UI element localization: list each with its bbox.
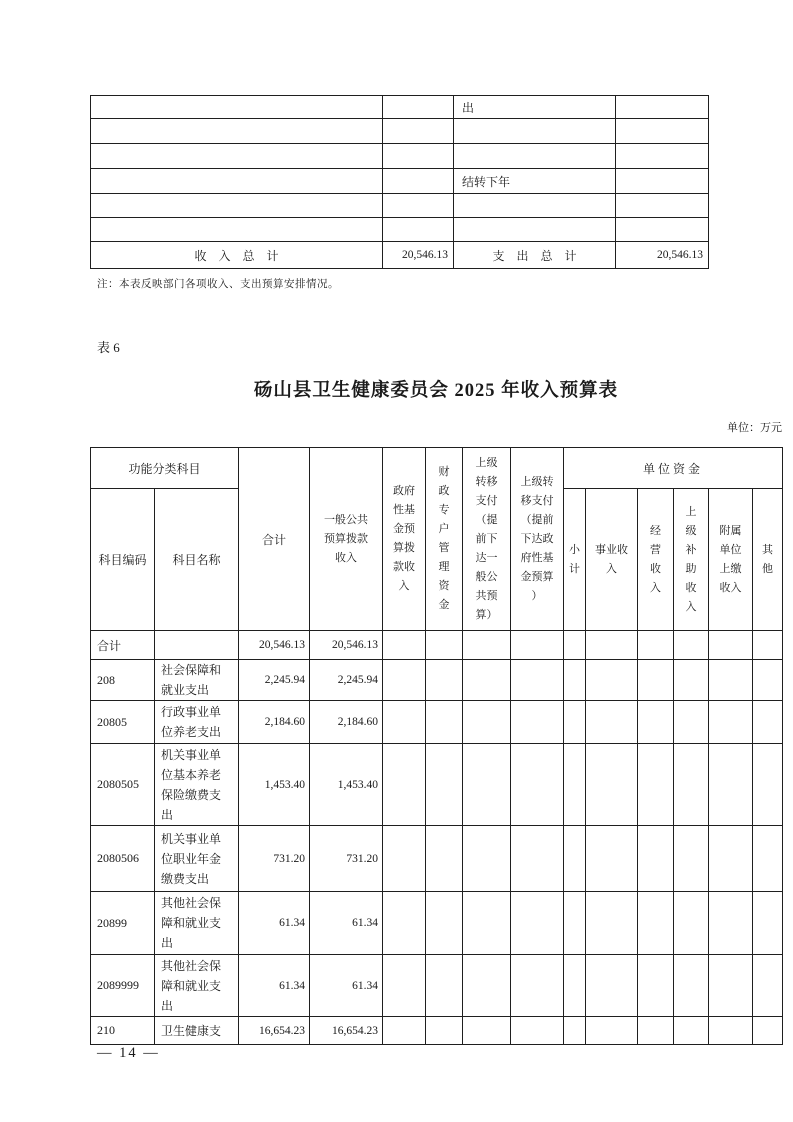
cell-empty xyxy=(383,1017,426,1045)
table-row xyxy=(91,660,783,701)
table-row xyxy=(91,955,783,1017)
header-gov-fund-budget-income-label: 政府性基金预算拨款收入 xyxy=(393,485,416,592)
cell-general-budget: 2,184.60 xyxy=(310,701,383,744)
cell-empty xyxy=(674,631,709,660)
cell-empty xyxy=(564,826,586,892)
table-row xyxy=(91,631,783,660)
table-cell xyxy=(383,194,454,218)
cell-name: 机关事业单位基本养老保险缴费支出 xyxy=(155,744,239,826)
cell-empty xyxy=(638,701,674,744)
cell-empty xyxy=(674,701,709,744)
cell-code: 2080505 xyxy=(91,744,155,826)
total-income-label: 收 入 总 计 xyxy=(91,242,383,269)
header-operating-income-label: 经营收入 xyxy=(650,524,662,594)
cell-empty xyxy=(383,631,426,660)
table-cell xyxy=(383,218,454,242)
cell-empty xyxy=(638,826,674,892)
cell-code: 208 xyxy=(91,660,155,701)
total-income-value: 20,546.13 xyxy=(383,242,454,269)
table-row xyxy=(91,826,783,892)
cell-empty xyxy=(638,631,674,660)
cell-empty xyxy=(638,660,674,701)
table-cell xyxy=(383,119,454,144)
cell-empty xyxy=(564,1017,586,1045)
cell-total: 61.34 xyxy=(239,955,310,1017)
cell-empty xyxy=(674,892,709,955)
header-general-public-budget-income xyxy=(310,448,383,631)
cell-general-budget: 16,654.23 xyxy=(310,1017,383,1045)
cell-empty xyxy=(709,1017,753,1045)
table-row xyxy=(91,1017,783,1045)
cell-empty xyxy=(511,955,564,1017)
cell-name xyxy=(155,631,239,660)
cell-empty xyxy=(674,826,709,892)
header-transfer-gov-fund-label: 上级转移支付（提前下达政府性基金预算） xyxy=(520,475,554,602)
cell-empty xyxy=(674,744,709,826)
cell-empty xyxy=(709,826,753,892)
cell-empty xyxy=(753,955,783,1017)
cell-empty xyxy=(709,955,753,1017)
cell-empty xyxy=(753,892,783,955)
table-row xyxy=(91,744,783,826)
cell-empty xyxy=(753,631,783,660)
cell-code: 210 xyxy=(91,1017,155,1045)
table-cell xyxy=(616,169,709,194)
cell-total: 16,654.23 xyxy=(239,1017,310,1045)
header-general-public-budget-income-label: 一般公共预算拨款收入 xyxy=(324,513,369,564)
table-cell xyxy=(91,119,383,144)
table-cell xyxy=(91,194,383,218)
cell-empty xyxy=(586,631,638,660)
cell-empty xyxy=(564,955,586,1017)
cell-name: 行政事业单位养老支出 xyxy=(155,701,239,744)
cell-empty xyxy=(383,826,426,892)
cell-total: 2,245.94 xyxy=(239,660,310,701)
cell-empty xyxy=(564,892,586,955)
table-label: 表 6 xyxy=(97,340,120,355)
cell-general-budget: 1,453.40 xyxy=(310,744,383,826)
cell-empty xyxy=(674,660,709,701)
cell-empty xyxy=(586,892,638,955)
header-superior-subsidy-income xyxy=(674,489,709,631)
cell-total: 731.20 xyxy=(239,826,310,892)
table-cell xyxy=(616,119,709,144)
table-cell: 出 xyxy=(454,96,616,119)
header-transfer-general-budget xyxy=(463,448,511,631)
cell-empty xyxy=(586,1017,638,1045)
header-functional-classification: 功能分类科目 xyxy=(91,448,239,489)
header-transfer-general-budget-label: 上级转移支付（提前下达一般公共预算） xyxy=(475,456,498,621)
cell-empty xyxy=(586,744,638,826)
table-cell xyxy=(454,218,616,242)
header-transfer-gov-fund xyxy=(511,448,564,631)
cell-code: 2080506 xyxy=(91,826,155,892)
cell-total: 1,453.40 xyxy=(239,744,310,826)
table-row xyxy=(91,701,783,744)
header-business-income xyxy=(586,489,638,631)
header-other xyxy=(753,489,783,631)
cell-empty xyxy=(586,955,638,1017)
header-business-income-label: 事业收入 xyxy=(595,543,629,575)
cell-empty xyxy=(463,955,511,1017)
cell-empty xyxy=(564,744,586,826)
unit-label: 单位：万元 xyxy=(727,422,782,434)
cell-empty xyxy=(511,660,564,701)
cell-empty xyxy=(638,744,674,826)
cell-empty xyxy=(426,826,463,892)
header-gov-fund-budget-income xyxy=(383,448,426,631)
cell-empty xyxy=(426,892,463,955)
table-cell xyxy=(91,169,383,194)
cell-empty xyxy=(426,631,463,660)
table-cell: 结转下年 xyxy=(454,169,616,194)
cell-empty xyxy=(709,631,753,660)
table-cell xyxy=(454,119,616,144)
header-subtotal xyxy=(564,489,586,631)
cell-general-budget: 731.20 xyxy=(310,826,383,892)
cell-empty xyxy=(463,826,511,892)
cell-empty xyxy=(511,892,564,955)
table-cell xyxy=(616,194,709,218)
header-other-label: 其他 xyxy=(762,543,774,575)
cell-empty xyxy=(753,826,783,892)
cell-general-budget: 20,546.13 xyxy=(310,631,383,660)
cell-empty xyxy=(426,660,463,701)
cell-empty xyxy=(709,744,753,826)
cell-empty xyxy=(674,955,709,1017)
header-affiliated-unit-upturn-income-label: 附属单位上缴收入 xyxy=(719,524,742,594)
cell-empty xyxy=(463,1017,511,1045)
total-expenditure-value: 20,546.13 xyxy=(616,242,709,269)
page-number: — 14 — xyxy=(97,1045,160,1061)
table-cell xyxy=(383,169,454,194)
cell-empty xyxy=(511,744,564,826)
cell-empty xyxy=(426,955,463,1017)
cell-empty xyxy=(753,660,783,701)
cell-name: 其他社会保障和就业支出 xyxy=(155,955,239,1017)
cell-empty xyxy=(709,892,753,955)
table-cell xyxy=(454,194,616,218)
cell-empty xyxy=(753,1017,783,1045)
cell-empty xyxy=(463,744,511,826)
cell-empty xyxy=(511,631,564,660)
cell-empty xyxy=(564,701,586,744)
page-title: 砀山县卫生健康委员会 2025 年收入预算表 xyxy=(253,381,619,401)
header-operating-income xyxy=(638,489,674,631)
cell-empty xyxy=(709,660,753,701)
cell-empty xyxy=(586,826,638,892)
table-note: 注：本表反映部门各项收入、支出预算安排情况。 xyxy=(97,279,339,290)
cell-empty xyxy=(463,892,511,955)
table-cell xyxy=(616,218,709,242)
cell-empty xyxy=(511,701,564,744)
header-affiliated-unit-upturn-income xyxy=(709,489,753,631)
header-subject-code: 科目编码 xyxy=(91,489,155,631)
cell-code: 2089999 xyxy=(91,955,155,1017)
cell-empty xyxy=(463,660,511,701)
cell-empty xyxy=(753,701,783,744)
cell-total: 20,546.13 xyxy=(239,631,310,660)
cell-name: 机关事业单位职业年金缴费支出 xyxy=(155,826,239,892)
cell-empty xyxy=(511,1017,564,1045)
cell-empty xyxy=(586,660,638,701)
cell-total: 2,184.60 xyxy=(239,701,310,744)
total-expenditure-label: 支 出 总 计 xyxy=(454,242,616,269)
cell-empty xyxy=(383,892,426,955)
table-cell xyxy=(91,144,383,169)
cell-empty xyxy=(383,660,426,701)
cell-general-budget: 61.34 xyxy=(310,892,383,955)
cell-code: 20899 xyxy=(91,892,155,955)
header-subject-name: 科目名称 xyxy=(155,489,239,631)
header-subtotal-label: 小计 xyxy=(569,543,581,575)
cell-empty xyxy=(638,892,674,955)
cell-empty xyxy=(383,955,426,1017)
cell-empty xyxy=(709,701,753,744)
header-fiscal-special-account-label: 财政专户管理资金 xyxy=(438,466,450,611)
cell-empty xyxy=(586,701,638,744)
cell-empty xyxy=(426,744,463,826)
summary-table-continued xyxy=(90,95,709,269)
table-row xyxy=(91,892,783,955)
cell-general-budget: 61.34 xyxy=(310,955,383,1017)
cell-name: 卫生健康支 xyxy=(155,1017,239,1045)
cell-empty xyxy=(511,826,564,892)
cell-empty xyxy=(463,701,511,744)
cell-empty xyxy=(383,701,426,744)
cell-empty xyxy=(426,701,463,744)
table-cell xyxy=(616,96,709,119)
cell-empty xyxy=(564,631,586,660)
table-cell xyxy=(616,144,709,169)
income-budget-table xyxy=(90,447,783,1045)
cell-empty xyxy=(463,631,511,660)
table-cell xyxy=(91,218,383,242)
cell-code: 20805 xyxy=(91,701,155,744)
header-fiscal-special-account xyxy=(426,448,463,631)
cell-name: 社会保障和就业支出 xyxy=(155,660,239,701)
cell-empty xyxy=(638,955,674,1017)
header-unit-funds-group: 单位资金 xyxy=(564,448,783,489)
cell-empty xyxy=(564,660,586,701)
cell-empty xyxy=(426,1017,463,1045)
cell-general-budget: 2,245.94 xyxy=(310,660,383,701)
header-superior-subsidy-income-label: 上级补助收入 xyxy=(685,505,697,613)
cell-name: 其他社会保障和就业支出 xyxy=(155,892,239,955)
header-total: 合计 xyxy=(239,448,310,631)
table-cell xyxy=(454,144,616,169)
cell-empty xyxy=(753,744,783,826)
table-cell xyxy=(91,96,383,119)
cell-total: 61.34 xyxy=(239,892,310,955)
cell-code: 合计 xyxy=(91,631,155,660)
cell-empty xyxy=(674,1017,709,1045)
table-cell xyxy=(383,96,454,119)
cell-empty xyxy=(638,1017,674,1045)
cell-empty xyxy=(383,744,426,826)
table-cell xyxy=(383,144,454,169)
